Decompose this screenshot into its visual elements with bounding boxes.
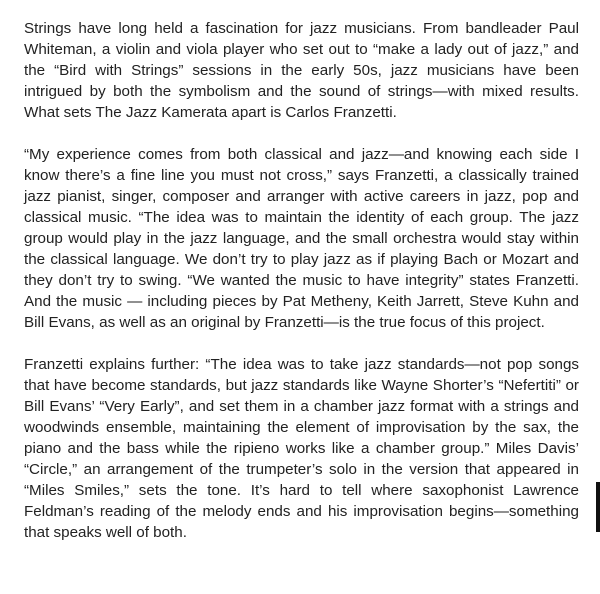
paragraph-franzetti-explains: Franzetti explains further: “The idea was to take jazz standards—not pop songs that have become standards, but jazz standards like Wayne Shorter’s “Nefertiti” or Bill Evans’ “Very Early”, and set them in a chamber jazz format with a strings and woodwinds ensemble, maintaining the element of improvisation by the sax, the piano and the bass while the ripieno works like a chamber group.” Miles Davis’ “Circle,” an arrangement of the trumpeter’s solo in the version that appeared in “Miles Smiles,” sets the tone. It’s hard to tell where saxophonist Lawrence Feldman’s reading of the melody ends and his improvisation begins—something that speaks well of both. — [24, 356, 579, 541]
paragraph-intro: Strings have long held a fascination for jazz musicians. From bandleader Paul Whiteman, a violin and viola player who set out to “make a lady out of jazz,” and the “Bird with Strings” sessions in the early 50s, jazz musicians have been intrigued by both the symbolism and the sound of strings—with mixed results. What sets The Jazz Kamerata apart is Carlos Franzetti. — [24, 20, 579, 121]
paragraph-franzetti-quote: “My experience comes from both classical and jazz—and knowing each side I know there’s a fine line you must not cross,” says Franzetti, a classically trained jazz pianist, singer, composer and arranger with active careers in jazz, pop and classical music. “The idea was to maintain the identity of each group. The jazz group would play in the jazz language, and the small orchestra would stay within the classical language. We don’t try to play jazz as if playing Bach or Mozart and they don’t try to swing. “We wanted the music to have integrity” states Franzetti. And the music — including pieces by Pat Metheny, Keith Jarrett, Steve Kuhn and Bill Evans, as well as an original by Franzetti—is the true focus of this project. — [24, 146, 579, 331]
page-edge-mark — [596, 482, 600, 532]
liner-notes-page — [24, 18, 579, 564]
